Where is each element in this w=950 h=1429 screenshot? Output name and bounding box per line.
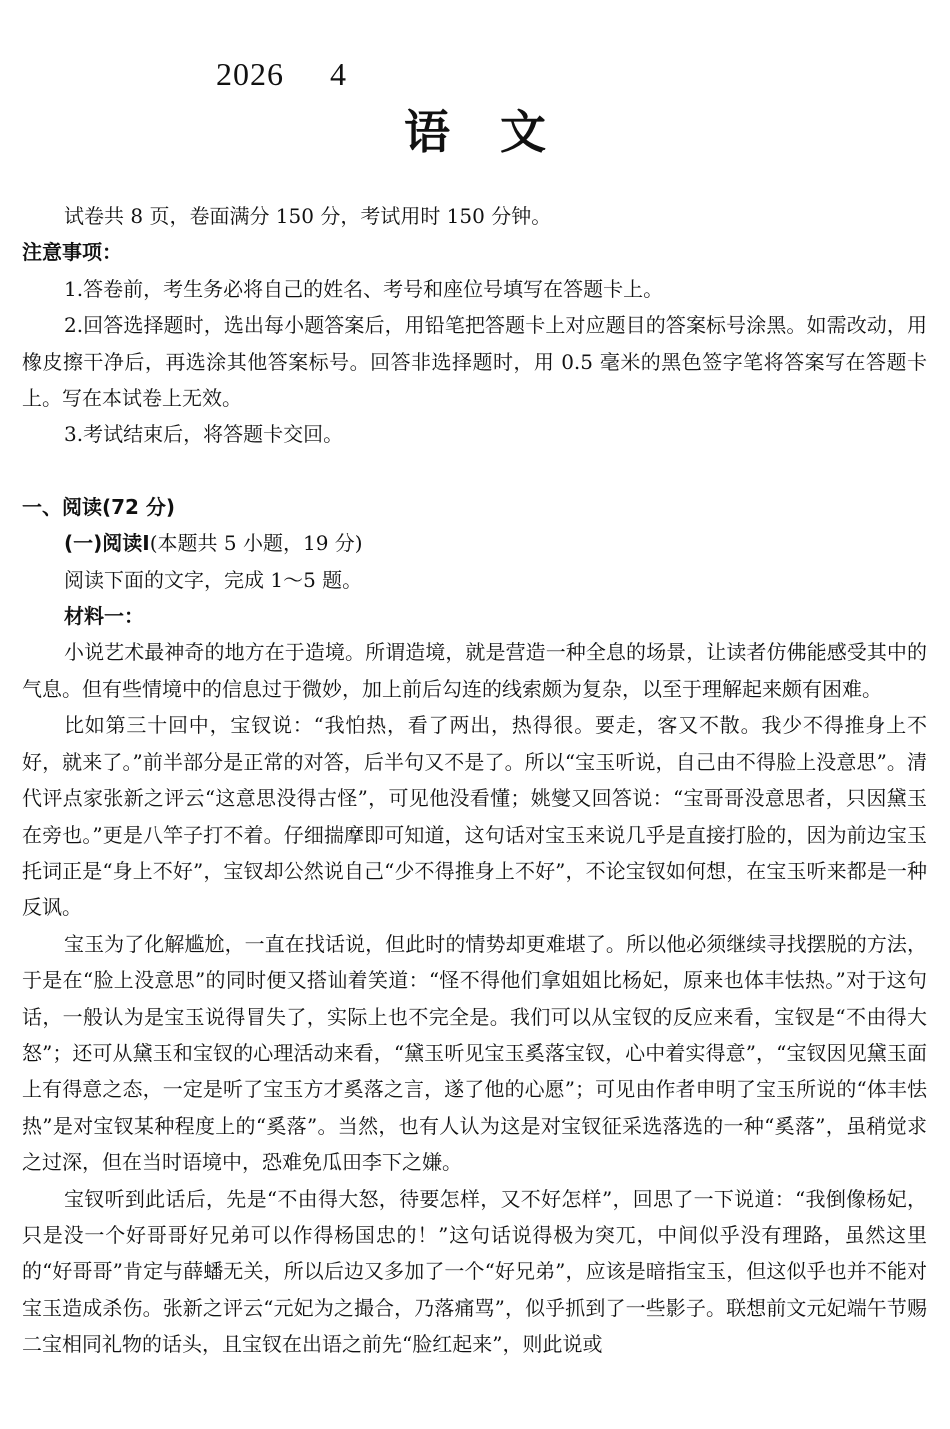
section-title: 一、阅读(72 分) <box>22 494 176 519</box>
notice-item-3: 3.考试结束后，将答题卡交回。 <box>64 422 344 447</box>
subsection-info: (本题共 5 小题，19 分) <box>149 531 363 556</box>
exam-content <box>22 198 927 1363</box>
material-label: 材料一： <box>64 604 144 629</box>
exam-year: 2026 <box>216 56 284 92</box>
exam-month: 4 <box>330 56 347 92</box>
exam-date-header <box>216 54 347 94</box>
section-spacer <box>22 453 927 489</box>
notice-title: 注意事项： <box>22 240 122 265</box>
subject-title: 语文 <box>404 105 596 159</box>
exam-intro: 试卷共 8 页，卷面满分 150 分，考试用时 150 分钟。 <box>64 204 552 228</box>
material-paragraph-3: 宝玉为了化解尴尬，一直在找话说，但此时的情势却更难堪了。所以他必须继续寻找摆脱的方法，于是在“脸上没意思”的同时便又搭讪着笑道：“怪不得他们拿姐姐比杨妃，原来也体丰怯热。”对于这句话，一般认为是宝玉说得冒失了，实际上也不完全是。我们可以从宝钗的反应来看，宝钗是“不由得大怒”；还可从黛玉和宝钗的心理活动来看，“黛玉听见宝玉奚落宝钗，心中着实得意”，“宝钗因见黛玉面上有得意之态，一定是听了宝玉方才奚落之言，遂了他的心愿”；可见由作者申明了宝玉所说的“体丰怯热”是对宝钗某种程度上的“奚落”。当然，也有人认为这是对宝钗征采选落选的一种“奚落”，虽稍觉求之过深，但在当时语境中，恐难免瓜田李下之嫌。 <box>22 931 927 1175</box>
notice-item-2: 2.回答选择题时，选出每小题答案后，用铅笔把答题卡上对应题目的答案标号涂黑。如需改动，用橡皮擦干净后，再选涂其他答案标号。回答非选择题时，用 0.5 毫米的黑色签字笔将答案写在答题卡上。写在本试卷上无效。 <box>22 313 927 411</box>
subsection-label: (一)阅读Ⅰ <box>64 531 150 556</box>
reading-instruction: 阅读下面的文字，完成 1～5 题。 <box>64 567 363 592</box>
material-paragraph-4: 宝钗听到此话后，先是“不由得大怒，待要怎样，又不好怎样”，回思了一下说道：“我倒像杨妃，只是没一个好哥哥好兄弟可以作得杨国忠的！”这句话说得极为突兀，中间似乎没有理路，虽然这里的“好哥哥”肯定与薛蟠无关，所以后边又多加了一个“好兄弟”，应该是暗指宝玉，但这似乎也并不能对宝玉造成杀伤。张新之评云“元妃为之撮合，乃落痛骂”，似乎抓到了一些影子。联想前文元妃端午节赐二宝相同礼物的话头，且宝钗在出语之前先“脸红起来”，则此说或 <box>22 1186 927 1357</box>
material-paragraph-1: 小说艺术最神奇的地方在于造境。所谓造境，就是营造一种全息的场景，让读者仿佛能感受其中的气息。但有些情境中的信息过于微妙，加上前后勾连的线索颇为复杂，以至于理解起来颇有困难。 <box>22 640 927 701</box>
notice-item-1: 1.答卷前，考生务必将自己的姓名、考号和座位号填写在答题卡上。 <box>64 276 664 301</box>
material-paragraph-2: 比如第三十回中，宝钗说：“我怕热，看了两出，热得很。要走，客又不散。我少不得推身上不好，就来了。”前半部分是正常的对答，后半句又不是了。所以“宝玉听说，自己由不得脸上没意思”。清代评点家张新之评云“这意思没得古怪”，可见他没看懂；姚燮又回答说：“宝哥哥没意思者，只因黛玉在旁也。”更是八竿子打不着。仔细揣摩即可知道，这句话对宝玉来说几乎是直接打脸的，因为前边宝玉托词正是“身上不好”，宝钗却公然说自己“少不得推身上不好”，不论宝钗如何想，在宝玉听来都是一种反讽。 <box>22 713 927 920</box>
subsection-heading <box>22 525 927 561</box>
